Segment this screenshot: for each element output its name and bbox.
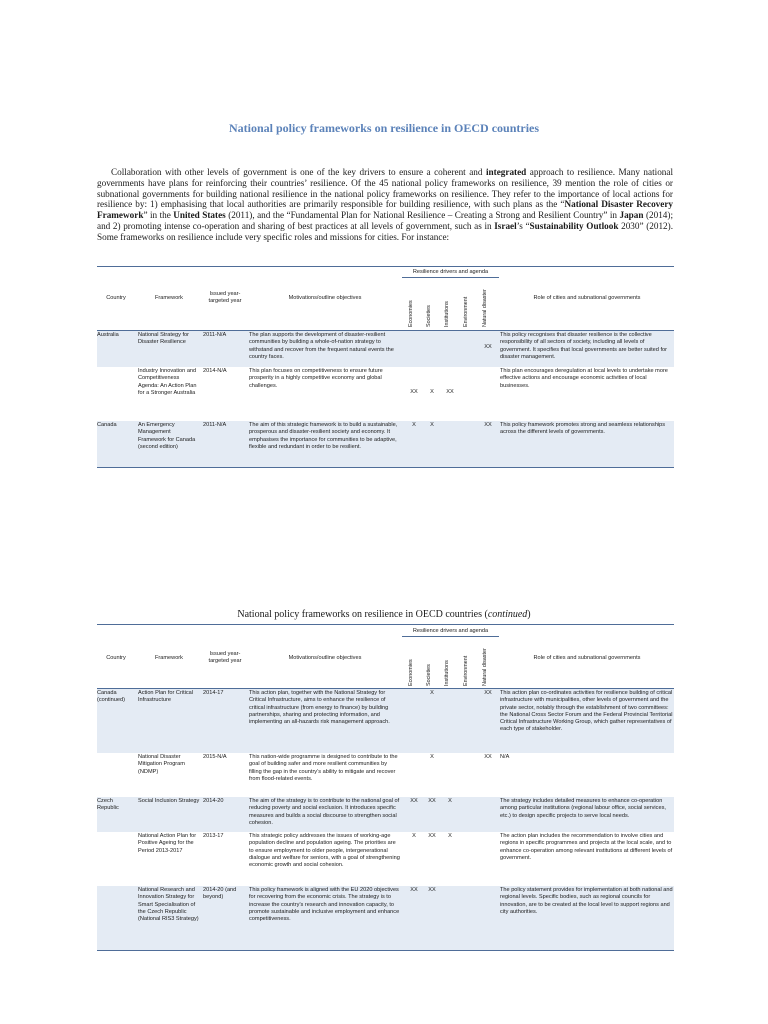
framework-cell: National Research and Innovation Strategy for Smart Specialisation of the Czech Republic (National RIS3 Strategy) [138, 887, 199, 923]
driver-mark: X [430, 754, 434, 760]
table-header [97, 625, 674, 688]
header-drivers-rule [402, 636, 499, 637]
table-row [97, 753, 674, 797]
header-year: Issued year-targeted year [208, 291, 242, 305]
header-role: Role of cities and subnational governments [533, 655, 641, 661]
intro-emphasis: Sustainability Outlook [529, 220, 619, 231]
driver-mark: X [412, 422, 416, 428]
framework-cell: Action Plan for Critical Infrastructure [138, 690, 194, 704]
header-framework: Framework [155, 295, 183, 301]
country-cell: Australia [97, 332, 119, 338]
intro-text: ” in the [143, 210, 174, 221]
intro-emphasis: Israel [494, 220, 517, 231]
driver-mark: X [430, 690, 434, 696]
header-drivers-group: Resilience drivers and agenda [412, 269, 489, 275]
driver-mark: XX [410, 798, 418, 804]
header-driver-societies: Societies [426, 305, 432, 327]
header-driver-societies: Societies [426, 664, 432, 686]
resilience-table-continued [97, 624, 674, 950]
motivations-cell: The aim of this strategic framework is to build a sustainable, prosperous and disaster-resilient society and economy. It emphasises the importance for communities to be adaptive, flexible and redundant in order to be resilient. [249, 422, 398, 450]
header-drivers-group: Resilience drivers and agenda [412, 628, 489, 634]
table-row [97, 421, 674, 467]
motivations-cell: This nation-wide programme is designed to contribute to the goal of building safer and more resilient communities by filling the gap in the country’s ability to mitigate and recover from flood-related events. [249, 754, 398, 782]
driver-mark: X [412, 833, 416, 839]
header-driver-institutions: Institutions [444, 301, 450, 327]
intro-emphasis: integrated [485, 167, 527, 177]
header-driver-natural-disaster: Natural disaster [482, 648, 488, 686]
driver-mark: XX [410, 887, 418, 893]
motivations-cell: This plan focuses on competitiveness to ensure future prosperity in a highly competitive economy and global challenges. [249, 368, 383, 389]
role-cell: The strategy includes detailed measures to enhance co-operation among particular institutions (regional labour office, social services, etc.) to design specific projects to serve local needs. [500, 798, 666, 819]
table-row [97, 886, 674, 950]
header-driver-economies: Economies [408, 300, 414, 327]
motivations-cell: This action plan, together with the National Strategy for Critical Infrastructure, aims to enhance the resilience of critical infrastructure (from energy to finance) by building partnerships, sharing and protecting information, and implementing an all-hazards risk management approach. [249, 690, 390, 726]
driver-mark: XX [484, 690, 492, 696]
table-row [97, 797, 674, 832]
framework-cell: National Disaster Mitigation Program (NDMP) [138, 754, 185, 775]
resilience-table [97, 266, 674, 467]
header-driver-environment: Environment [463, 655, 469, 686]
intro-paragraph [97, 167, 673, 243]
year-cell: 2011-N/A [203, 332, 227, 338]
year-cell: 2014-20 (and beyond) [203, 887, 237, 901]
driver-mark: XX [484, 754, 492, 760]
year-cell: 2013-17 [203, 833, 224, 839]
motivations-cell: This policy framework is aligned with the EU 2020 objectives for recovering from the economic crisis. The strategy is to increase the country’s research and innovation capacity, to promote sustainable and inclusive employment and enhance competitiveness. [249, 887, 400, 923]
driver-mark: X [448, 798, 452, 804]
role-cell: The action plan includes the recommendation to involve cities and regions in specific programmes and projects at the local scale, and to enhance co-operation among relevant institutions at different levels of government. [500, 833, 673, 861]
role-cell: This action plan co-ordinates activities for resilience building of critical infrastructure with municipalities, other levels of government and the private sector, notably through the establishment of two committees: the National Cross Sector Forum and the Federal Provincial Territorial Critical Infrastructure Working Group, which gather representatives of each type of stakeholder. [500, 690, 673, 733]
framework-cell: National Action Plan for Positive Ageing for the Period 2013-2017 [138, 833, 197, 854]
motivations-cell: This strategic policy addresses the issues of working-age population decline and population ageing. The priorities are to ensure employment to older people, intergenerational dialogue and welfare for seniors, with a goal of strengthening economic growth and social cohesion. [249, 833, 400, 869]
header-motivations: Motivations/outline objectives [288, 655, 362, 661]
table-row [97, 689, 674, 753]
year-cell: 2014-20 [203, 798, 224, 804]
header-role: Role of cities and subnational governments [533, 295, 641, 301]
table-row [97, 331, 674, 367]
year-cell: 2011-N/A [203, 422, 227, 428]
table-bottom-rule [97, 950, 674, 951]
header-country: Country [106, 655, 126, 661]
intro-text: ’s “ [516, 220, 530, 231]
page-title: National policy frameworks on resilience in OECD countries [228, 121, 540, 135]
continued-title-text: National policy frameworks on resilience in OECD countries [237, 609, 483, 620]
header-drivers-rule [402, 277, 499, 278]
role-cell: This plan encourages deregulation at local levels to undertake more effective actions and encourage economic activities of local businesses. [500, 368, 668, 389]
framework-cell: Social Inclusion Strategy [138, 798, 200, 804]
intro-text: (2014); and 2) promoting intense co-operation and sharing of best practices at all levels of government, such as in [97, 210, 674, 231]
year-cell: 2015-N/A [203, 754, 227, 760]
country-cell: Canada (continued) [97, 690, 125, 704]
driver-mark: XX [484, 422, 492, 428]
intro-text: approach to resilience. Many national governments have plans for reinforcing their countries’ resilience. Of the 45 national policy frameworks on resilience, 39 mention the role of cities or subnational governments for building national resilience in the national policy frameworks on resilience. They refer to the importance of local actions for resilience by: 1) emphasising that local authorities are primarily responsible for building resilience, with such plans as the “ [97, 167, 674, 210]
framework-cell: Industry Innovation and Competitiveness Agenda: An Action Plan for a Stronger Australia [138, 368, 197, 396]
continued-suffix: continued [487, 609, 528, 620]
driver-mark: XX [410, 389, 418, 395]
driver-mark: XX [446, 389, 454, 395]
framework-cell: National Strategy for Disaster Resilience [138, 332, 189, 346]
driver-mark: X [448, 833, 452, 839]
header-motivations: Motivations/outline objectives [288, 295, 362, 301]
table-row [97, 832, 674, 886]
framework-cell: An Emergency Management Framework for Canada (second edition) [138, 422, 196, 450]
continued-title: National policy frameworks on resilience in OECD countries (continued) [237, 609, 531, 620]
role-cell: This policy framework promotes strong and seamless relationships across the different levels of governments. [500, 422, 666, 436]
motivations-cell: The aim of the strategy is to contribute to the national goal of reducing poverty and social exclusion. It introduces specific measures and builds a social discourse to strengthen social cohesion. [249, 798, 400, 826]
year-cell: 2014-17 [203, 690, 224, 696]
intro-emphasis: United States [173, 210, 226, 221]
table-header [97, 267, 674, 330]
intro-emphasis: Japan [619, 210, 644, 221]
motivations-cell: The plan supports the development of disaster-resilient communities by building a whole-of-nation strategy to withstand and recover from the frequent natural events the country faces. [249, 332, 394, 360]
table-bottom-rule [97, 467, 674, 468]
intro-text: Collaboration with other levels of government is one of the key drivers to ensure a coherent and [111, 167, 486, 177]
header-year: Issued year-targeted year [208, 651, 242, 665]
driver-mark: XX [428, 887, 436, 893]
driver-mark: XX [428, 798, 436, 804]
intro-text: (2011), and the “Fundamental Plan for National Resilience – Creating a Strong and Resilient Country” in [225, 210, 620, 221]
table-row [97, 367, 674, 421]
driver-mark: X [430, 389, 434, 395]
driver-mark: X [430, 422, 434, 428]
intro-emphasis: National Disaster Recovery Framework [97, 199, 674, 221]
year-cell: 2014-N/A [203, 368, 227, 374]
header-driver-natural-disaster: Natural disaster [482, 289, 488, 327]
driver-mark: XX [428, 833, 436, 839]
role-cell: This policy recognises that disaster resilience is the collective responsibility of all sectors of society, including all levels of government. It specifies that local governments are better suited for disaster management. [500, 332, 667, 360]
intro-text: 2030” (2012). Some frameworks on resilience include very specific roles and missions for cities. For instance: [97, 220, 673, 242]
country-cell: Czech Republic [97, 798, 119, 812]
driver-mark: XX [484, 344, 492, 350]
header-driver-environment: Environment [463, 296, 469, 327]
header-country: Country [106, 295, 126, 301]
header-driver-economies: Economies [408, 659, 414, 686]
role-cell: N/A [500, 754, 510, 760]
header-framework: Framework [155, 655, 183, 661]
country-cell: Canada [97, 422, 117, 428]
role-cell: The policy statement provides for implementation at both national and regional levels. Specific bodies, such as regional councils for innovation, are to be created at the local level to support regions and city authorities. [500, 887, 673, 915]
header-driver-institutions: Institutions [444, 660, 450, 686]
